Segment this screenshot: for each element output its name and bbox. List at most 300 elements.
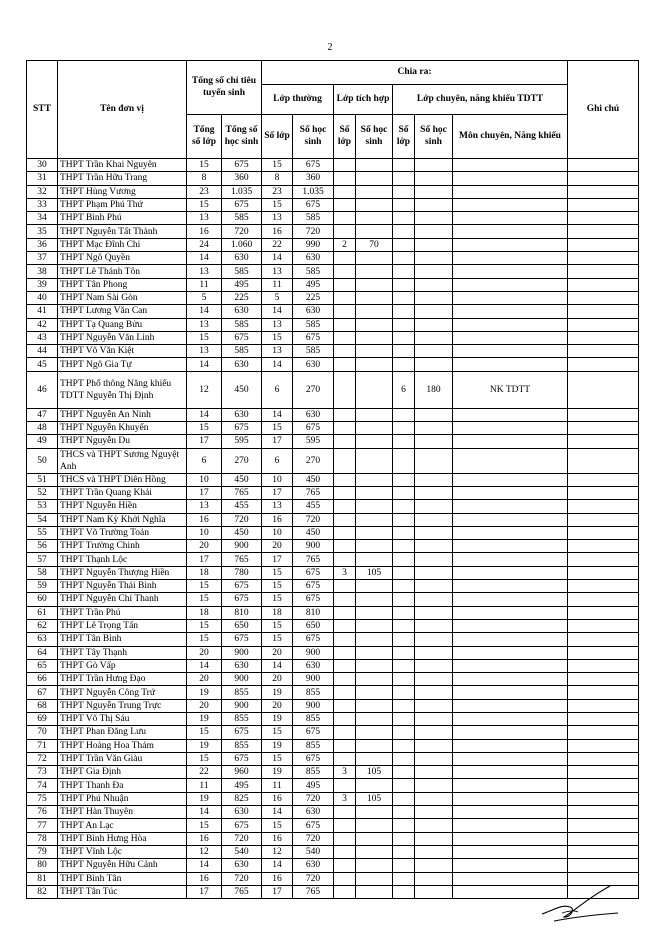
cell-integrated-classes [334, 408, 356, 421]
cell-integrated-students [356, 513, 393, 526]
cell-integrated-students [356, 435, 393, 448]
cell-integrated-students [356, 872, 393, 885]
cell-unit-name: THCS và THPT Diên Hồng [58, 473, 187, 486]
cell-note [568, 238, 639, 251]
table-row [27, 792, 639, 805]
cell-total-classes: 11 [187, 278, 222, 291]
cell-note [568, 566, 639, 579]
cell-note [568, 646, 639, 659]
cell-total-students: 270 [222, 448, 262, 473]
cell-total-classes: 14 [187, 252, 222, 265]
cell-specialized-students [415, 619, 453, 632]
cell-specialized-subject [453, 486, 568, 499]
table-row [27, 172, 639, 185]
table-row [27, 331, 639, 344]
cell-total-classes: 5 [187, 291, 222, 304]
cell-total-classes: 23 [187, 185, 222, 198]
cell-specialized-subject [453, 633, 568, 646]
cell-unit-name: THPT Trần Hưng Đạo [58, 673, 187, 686]
cell-regular-students: 675 [293, 752, 334, 765]
cell-integrated-students [356, 212, 393, 225]
cell-specialized-students [415, 185, 453, 198]
cell-total-students: 900 [222, 646, 262, 659]
cell-specialized-classes [393, 305, 415, 318]
cell-integrated-students [356, 422, 393, 435]
cell-unit-name: THPT Trần Văn Giàu [58, 752, 187, 765]
cell-stt: 35 [27, 225, 58, 238]
cell-unit-name: THPT Bình Hưng Hòa [58, 832, 187, 845]
cell-stt: 55 [27, 526, 58, 539]
cell-integrated-students [356, 619, 393, 632]
cell-unit-name: THPT Phạm Phú Thứ [58, 198, 187, 211]
cell-specialized-subject [453, 172, 568, 185]
table-row [27, 291, 639, 304]
cell-note [568, 619, 639, 632]
cell-total-classes: 6 [187, 448, 222, 473]
cell-specialized-subject [453, 806, 568, 819]
cell-regular-classes: 13 [262, 345, 293, 358]
cell-regular-classes: 8 [262, 172, 293, 185]
cell-integrated-classes [334, 318, 356, 331]
cell-unit-name: THPT Tạ Quang Bửu [58, 318, 187, 331]
table-row [27, 422, 639, 435]
cell-unit-name: THPT Vĩnh Lộc [58, 845, 187, 858]
cell-stt: 76 [27, 806, 58, 819]
cell-specialized-subject [453, 185, 568, 198]
cell-stt: 60 [27, 593, 58, 606]
cell-stt: 43 [27, 331, 58, 344]
cell-stt: 42 [27, 318, 58, 331]
cell-integrated-students [356, 278, 393, 291]
cell-regular-classes: 14 [262, 358, 293, 371]
cell-integrated-classes: 3 [334, 566, 356, 579]
cell-specialized-classes [393, 318, 415, 331]
cell-total-classes: 24 [187, 238, 222, 251]
cell-specialized-students [415, 832, 453, 845]
cell-specialized-classes [393, 553, 415, 566]
cell-integrated-students [356, 198, 393, 211]
cell-specialized-subject [453, 345, 568, 358]
cell-specialized-subject [453, 422, 568, 435]
cell-note [568, 580, 639, 593]
cell-specialized-students [415, 872, 453, 885]
cell-stt: 62 [27, 619, 58, 632]
table-row [27, 712, 639, 725]
cell-integrated-students [356, 712, 393, 725]
cell-specialized-classes [393, 408, 415, 421]
cell-total-students: 960 [222, 766, 262, 779]
cell-total-classes: 15 [187, 580, 222, 593]
header-unit: Tên đơn vị [58, 61, 187, 159]
cell-regular-classes: 17 [262, 885, 293, 898]
cell-integrated-students [356, 806, 393, 819]
cell-note [568, 291, 639, 304]
cell-unit-name: THPT Hàn Thuyên [58, 806, 187, 819]
cell-unit-name: THPT Nguyễn Hiền [58, 500, 187, 513]
cell-regular-classes: 23 [262, 185, 293, 198]
cell-regular-students: 360 [293, 172, 334, 185]
cell-specialized-students [415, 792, 453, 805]
cell-integrated-students [356, 486, 393, 499]
cell-total-classes: 12 [187, 371, 222, 408]
cell-specialized-classes [393, 198, 415, 211]
cell-total-students: 585 [222, 212, 262, 225]
cell-regular-students: 455 [293, 500, 334, 513]
cell-specialized-students [415, 500, 453, 513]
cell-specialized-students [415, 845, 453, 858]
cell-integrated-students: 105 [356, 792, 393, 805]
cell-total-students: 675 [222, 752, 262, 765]
cell-total-classes: 19 [187, 686, 222, 699]
cell-integrated-students [356, 633, 393, 646]
cell-specialized-subject [453, 593, 568, 606]
table-row [27, 819, 639, 832]
cell-note [568, 739, 639, 752]
cell-total-students: 675 [222, 633, 262, 646]
cell-specialized-classes [393, 832, 415, 845]
cell-total-classes: 14 [187, 806, 222, 819]
cell-specialized-subject [453, 673, 568, 686]
table-row [27, 371, 639, 408]
cell-integrated-classes [334, 435, 356, 448]
cell-specialized-students [415, 819, 453, 832]
cell-total-students: 675 [222, 593, 262, 606]
cell-integrated-classes [334, 606, 356, 619]
cell-total-students: 855 [222, 739, 262, 752]
cell-unit-name: THPT Nguyễn Thượng Hiền [58, 566, 187, 579]
cell-regular-classes: 10 [262, 473, 293, 486]
table-row [27, 473, 639, 486]
cell-total-students: 720 [222, 225, 262, 238]
cell-integrated-students [356, 673, 393, 686]
cell-regular-students: 540 [293, 845, 334, 858]
cell-specialized-subject [453, 779, 568, 792]
cell-integrated-classes [334, 779, 356, 792]
cell-regular-students: 630 [293, 305, 334, 318]
cell-specialized-subject [453, 606, 568, 619]
cell-stt: 30 [27, 159, 58, 172]
cell-integrated-classes [334, 422, 356, 435]
cell-unit-name: THPT Nam Sài Gòn [58, 291, 187, 304]
cell-regular-classes: 11 [262, 278, 293, 291]
cell-integrated-classes [334, 633, 356, 646]
cell-regular-classes: 19 [262, 739, 293, 752]
cell-total-classes: 17 [187, 553, 222, 566]
cell-regular-students: 585 [293, 265, 334, 278]
cell-total-students: 720 [222, 513, 262, 526]
cell-specialized-students [415, 291, 453, 304]
header-breakdown: Chia ra: [262, 61, 568, 85]
cell-unit-name: THPT Nguyễn Hữu Cảnh [58, 859, 187, 872]
cell-total-students: 455 [222, 500, 262, 513]
cell-total-classes: 16 [187, 225, 222, 238]
cell-regular-students: 675 [293, 331, 334, 344]
cell-regular-classes: 19 [262, 686, 293, 699]
header-integrated-classes: Số lớp [334, 115, 356, 159]
cell-integrated-classes [334, 580, 356, 593]
cell-stt: 53 [27, 500, 58, 513]
cell-specialized-classes [393, 159, 415, 172]
table-row [27, 739, 639, 752]
cell-specialized-students [415, 633, 453, 646]
cell-specialized-classes [393, 225, 415, 238]
cell-regular-classes: 18 [262, 606, 293, 619]
cell-integrated-classes [334, 159, 356, 172]
cell-integrated-classes [334, 185, 356, 198]
cell-total-classes: 14 [187, 358, 222, 371]
cell-integrated-classes [334, 593, 356, 606]
cell-integrated-students [356, 779, 393, 792]
cell-stt: 65 [27, 659, 58, 672]
cell-regular-students: 720 [293, 832, 334, 845]
cell-specialized-subject [453, 448, 568, 473]
cell-total-classes: 15 [187, 819, 222, 832]
cell-integrated-classes: 2 [334, 238, 356, 251]
cell-note [568, 318, 639, 331]
cell-total-students: 630 [222, 859, 262, 872]
cell-specialized-students [415, 159, 453, 172]
cell-unit-name: THPT Tân Túc [58, 885, 187, 898]
cell-regular-classes: 14 [262, 806, 293, 819]
cell-note [568, 845, 639, 858]
cell-regular-students: 675 [293, 580, 334, 593]
cell-stt: 77 [27, 819, 58, 832]
cell-regular-students: 720 [293, 513, 334, 526]
cell-specialized-subject [453, 819, 568, 832]
table-row [27, 752, 639, 765]
cell-regular-classes: 20 [262, 673, 293, 686]
cell-total-classes: 13 [187, 212, 222, 225]
table-row [27, 345, 639, 358]
cell-total-classes: 13 [187, 265, 222, 278]
table-row [27, 265, 639, 278]
cell-stt: 81 [27, 872, 58, 885]
cell-regular-classes: 12 [262, 845, 293, 858]
cell-integrated-classes [334, 806, 356, 819]
cell-total-students: 540 [222, 845, 262, 858]
cell-specialized-students [415, 408, 453, 421]
cell-stt: 82 [27, 885, 58, 898]
cell-total-classes: 14 [187, 408, 222, 421]
cell-integrated-classes [334, 265, 356, 278]
cell-regular-students: 900 [293, 673, 334, 686]
admission-quota-table [26, 60, 639, 899]
cell-note [568, 159, 639, 172]
cell-specialized-subject [453, 435, 568, 448]
table-row [27, 486, 639, 499]
cell-integrated-students [356, 646, 393, 659]
cell-integrated-students [356, 832, 393, 845]
cell-total-students: 585 [222, 345, 262, 358]
cell-unit-name: THPT Thanh Đa [58, 779, 187, 792]
cell-stt: 44 [27, 345, 58, 358]
cell-specialized-students [415, 238, 453, 251]
cell-total-students: 675 [222, 726, 262, 739]
cell-specialized-classes [393, 859, 415, 872]
cell-note [568, 712, 639, 725]
cell-regular-students: 675 [293, 593, 334, 606]
cell-unit-name: THPT Ngô Gia Tự [58, 358, 187, 371]
cell-regular-classes: 16 [262, 513, 293, 526]
cell-stt: 46 [27, 371, 58, 408]
cell-note [568, 673, 639, 686]
cell-specialized-classes [393, 792, 415, 805]
cell-integrated-students [356, 305, 393, 318]
cell-specialized-students [415, 859, 453, 872]
cell-integrated-classes [334, 305, 356, 318]
cell-integrated-students [356, 739, 393, 752]
cell-regular-classes: 15 [262, 593, 293, 606]
cell-specialized-students [415, 580, 453, 593]
cell-regular-students: 990 [293, 238, 334, 251]
cell-unit-name: THPT Trần Quang Khải [58, 486, 187, 499]
cell-specialized-classes [393, 513, 415, 526]
cell-stt: 74 [27, 779, 58, 792]
cell-regular-classes: 6 [262, 371, 293, 408]
cell-note [568, 726, 639, 739]
cell-stt: 56 [27, 540, 58, 553]
cell-total-classes: 15 [187, 633, 222, 646]
table-body [27, 159, 639, 899]
cell-specialized-subject [453, 566, 568, 579]
cell-regular-students: 855 [293, 766, 334, 779]
cell-total-students: 855 [222, 712, 262, 725]
cell-specialized-classes [393, 172, 415, 185]
cell-stt: 31 [27, 172, 58, 185]
cell-regular-students: 855 [293, 686, 334, 699]
cell-integrated-students [356, 659, 393, 672]
cell-total-classes: 13 [187, 318, 222, 331]
cell-specialized-students [415, 265, 453, 278]
cell-unit-name: THPT Hùng Vương [58, 185, 187, 198]
cell-regular-students: 810 [293, 606, 334, 619]
cell-integrated-classes [334, 198, 356, 211]
cell-regular-classes: 15 [262, 198, 293, 211]
header-integrated: Lớp tích hợp [334, 85, 393, 115]
cell-unit-name: THPT Võ Trường Toản [58, 526, 187, 539]
cell-total-students: 1.035 [222, 185, 262, 198]
cell-regular-classes: 15 [262, 819, 293, 832]
cell-specialized-classes [393, 593, 415, 606]
cell-integrated-classes [334, 358, 356, 371]
cell-note [568, 633, 639, 646]
cell-total-students: 720 [222, 832, 262, 845]
cell-regular-students: 855 [293, 712, 334, 725]
cell-note [568, 686, 639, 699]
cell-regular-classes: 10 [262, 526, 293, 539]
cell-regular-classes: 15 [262, 331, 293, 344]
cell-specialized-classes [393, 252, 415, 265]
cell-specialized-subject [453, 699, 568, 712]
cell-integrated-classes [334, 726, 356, 739]
table-row [27, 318, 639, 331]
cell-total-students: 495 [222, 278, 262, 291]
header-regular-classes: Số lớp [262, 115, 293, 159]
cell-total-students: 855 [222, 686, 262, 699]
table-row [27, 278, 639, 291]
cell-regular-classes: 15 [262, 566, 293, 579]
cell-integrated-classes [334, 500, 356, 513]
table-row [27, 859, 639, 872]
cell-total-students: 630 [222, 659, 262, 672]
cell-specialized-classes [393, 845, 415, 858]
cell-regular-students: 1.035 [293, 185, 334, 198]
cell-regular-classes: 22 [262, 238, 293, 251]
cell-stt: 73 [27, 766, 58, 779]
cell-integrated-classes [334, 646, 356, 659]
cell-specialized-subject [453, 726, 568, 739]
cell-specialized-classes [393, 448, 415, 473]
cell-stt: 78 [27, 832, 58, 845]
cell-specialized-subject [453, 331, 568, 344]
cell-stt: 57 [27, 553, 58, 566]
cell-integrated-students [356, 593, 393, 606]
cell-specialized-subject [453, 252, 568, 265]
cell-specialized-subject [453, 752, 568, 765]
cell-note [568, 806, 639, 819]
cell-integrated-classes: 3 [334, 766, 356, 779]
table-row [27, 513, 639, 526]
cell-regular-classes: 5 [262, 291, 293, 304]
cell-integrated-students [356, 225, 393, 238]
cell-specialized-students [415, 885, 453, 898]
cell-total-students: 450 [222, 473, 262, 486]
cell-total-classes: 15 [187, 198, 222, 211]
cell-regular-students: 855 [293, 739, 334, 752]
header-subject: Môn chuyên, Năng khiếu [453, 115, 568, 159]
cell-specialized-subject [453, 265, 568, 278]
cell-specialized-students [415, 752, 453, 765]
cell-integrated-classes [334, 473, 356, 486]
header-specialized-classes: Số lớp [393, 115, 415, 159]
cell-specialized-subject [453, 712, 568, 725]
cell-total-students: 585 [222, 318, 262, 331]
cell-specialized-students [415, 172, 453, 185]
cell-integrated-students [356, 159, 393, 172]
cell-specialized-students [415, 358, 453, 371]
header-regular-students: Số học sinh [293, 115, 334, 159]
header-specialized: Lớp chuyên, năng khiếu TDTT [393, 85, 568, 115]
cell-total-students: 360 [222, 172, 262, 185]
cell-total-classes: 19 [187, 739, 222, 752]
cell-note [568, 792, 639, 805]
cell-specialized-subject [453, 278, 568, 291]
cell-specialized-classes [393, 606, 415, 619]
cell-total-classes: 18 [187, 606, 222, 619]
cell-stt: 75 [27, 792, 58, 805]
cell-regular-classes: 16 [262, 792, 293, 805]
cell-integrated-students [356, 473, 393, 486]
cell-specialized-subject [453, 845, 568, 858]
cell-total-students: 630 [222, 358, 262, 371]
cell-note [568, 185, 639, 198]
cell-specialized-classes [393, 633, 415, 646]
cell-note [568, 331, 639, 344]
cell-total-students: 675 [222, 422, 262, 435]
cell-regular-classes: 15 [262, 619, 293, 632]
cell-integrated-students [356, 859, 393, 872]
cell-specialized-students [415, 739, 453, 752]
cell-integrated-students [356, 358, 393, 371]
cell-regular-students: 630 [293, 659, 334, 672]
cell-unit-name: THPT Trường Chinh [58, 540, 187, 553]
cell-integrated-students [356, 752, 393, 765]
cell-total-students: 630 [222, 408, 262, 421]
cell-specialized-students [415, 606, 453, 619]
cell-regular-classes: 11 [262, 779, 293, 792]
cell-unit-name: THPT Phú Nhuận [58, 792, 187, 805]
cell-regular-students: 675 [293, 633, 334, 646]
